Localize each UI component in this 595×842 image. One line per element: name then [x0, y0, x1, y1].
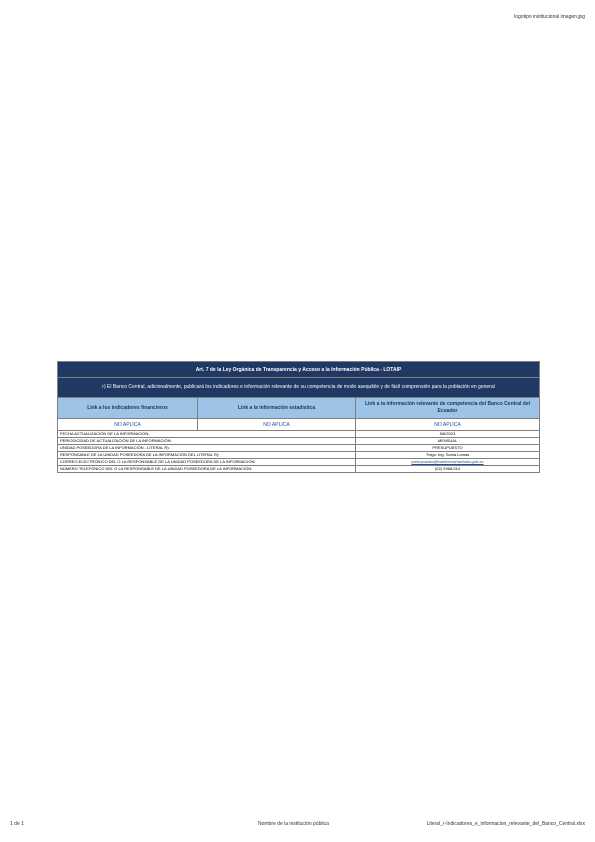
- meta-row-email: [58, 459, 540, 466]
- meta-label: PERIODICIDAD DE ACTUALIZACIÓN DE LA INFORMACIÓN:: [58, 438, 356, 445]
- footer-filename: Literal_r-Indicadores_e_informacion_relevante_del_Banco_Central.xlsx: [426, 821, 585, 827]
- email-link[interactable]: presupuesto@bomberosmachala.gob.ec: [411, 459, 484, 464]
- meta-row-phone: [58, 466, 540, 473]
- table-description-row: [58, 378, 540, 398]
- meta-row-responsible: [58, 452, 540, 459]
- meta-value: 5/6/2023: [356, 431, 540, 438]
- meta-row-periodicity: [58, 438, 540, 445]
- meta-label: CORREO ELECTRÓNICO DEL O LA RESPONSABLE DE LA UNIDAD POSEEDORA DE LA INFORMACIÓN:: [58, 459, 356, 466]
- meta-value: PRESUPUESTO: [356, 445, 540, 452]
- meta-value: [356, 459, 540, 466]
- meta-value: Tnlgo. Ing. Sonia Lomas: [356, 452, 540, 459]
- lotaip-table: [57, 361, 540, 473]
- column-header-relevant-info: Link a la información relevante de competencia del Banco Central del Ecuador: [356, 398, 540, 419]
- footer-page-number: 1 de 1: [10, 821, 24, 827]
- table-value-row: [58, 419, 540, 431]
- meta-row-unit: [58, 445, 540, 452]
- value-statistical-info: NO APLICA: [198, 419, 356, 431]
- meta-label: FECHA ACTUALIZACIÓN DE LA INFORMACIÓN:: [58, 431, 356, 438]
- table-title: Art. 7 de la Ley Orgánica de Transparencia y Acceso a la Información Pública - LOTAIP: [58, 362, 540, 378]
- footer-institution: Nombre de la institución pública: [258, 821, 329, 827]
- value-financial-indicators: NO APLICA: [58, 419, 198, 431]
- meta-row-update-date: [58, 431, 540, 438]
- meta-label: RESPONSABLE DE LA UNIDAD POSEEDORA DE LA INFORMACIÓN DEL LITERAL R):: [58, 452, 356, 459]
- column-header-financial-indicators: Link a los indicadores financieros: [58, 398, 198, 419]
- table-description: r) El Banco Central, adicionalmente, publicará los indicadores e información relevante de su competencia de modo asequible y de fácil comprensión para la población en general: [58, 378, 540, 398]
- header-image-placeholder: logotipo institucional imagen.jpg: [514, 14, 585, 20]
- value-relevant-info: NO APLICA: [356, 419, 540, 431]
- table-header-row: [58, 398, 540, 419]
- table-title-row: [58, 362, 540, 378]
- meta-value: MENSUAL: [356, 438, 540, 445]
- column-header-statistical-info: Link a la información estadística: [198, 398, 356, 419]
- meta-label: NÚMERO TELEFÓNICO DEL O LA RESPONSABLE DE LA UNIDAD POSEEDORA DE LA INFORMACIÓN:: [58, 466, 356, 473]
- meta-label: UNIDAD POSEEDORA DE LA INFORMACIÓN - LITERAL R):: [58, 445, 356, 452]
- lotaip-table-container: [57, 361, 539, 473]
- meta-value: (02) 2968-014: [356, 466, 540, 473]
